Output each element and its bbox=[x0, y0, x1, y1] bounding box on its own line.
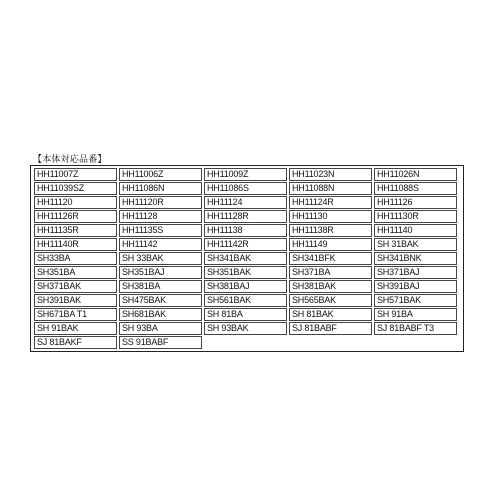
compatible-models-caption: 【本体対応品番】 bbox=[33, 154, 107, 164]
model-cell: SH391BAJ bbox=[374, 280, 457, 293]
model-cell: HH11130 bbox=[289, 210, 372, 223]
model-cell: SH 93BAK bbox=[204, 322, 287, 335]
model-cell: SH571BAK bbox=[374, 294, 457, 307]
model-cell: HH11142R bbox=[204, 238, 287, 251]
model-cell: SH 91BAK bbox=[34, 322, 117, 335]
model-cell: HH11140R bbox=[34, 238, 117, 251]
model-cell: HH11126 bbox=[374, 196, 457, 209]
model-cell: HH11138R bbox=[289, 224, 372, 237]
model-cell: SJ 81BABF bbox=[289, 322, 372, 335]
model-cell: SH381BA bbox=[119, 280, 202, 293]
model-cell: HH11138 bbox=[204, 224, 287, 237]
model-cell: SH 31BAK bbox=[374, 238, 457, 251]
model-cell: SH381BAK bbox=[289, 280, 372, 293]
model-cell: HH11142 bbox=[119, 238, 202, 251]
model-cell: SJ 81BABF T3 bbox=[374, 322, 457, 335]
model-cell: SH 81BAK bbox=[289, 308, 372, 321]
model-cell: SJ 81BAKF bbox=[34, 336, 117, 349]
model-cell: HH11006Z bbox=[119, 168, 202, 181]
model-cell: SH 33BAK bbox=[119, 252, 202, 265]
model-cell: SH341BAK bbox=[204, 252, 287, 265]
model-cell: SH341BFK bbox=[289, 252, 372, 265]
model-cell: HH11140 bbox=[374, 224, 457, 237]
model-cell: SH371BAJ bbox=[374, 266, 457, 279]
compatible-models-table bbox=[30, 165, 464, 352]
model-cell: HH11088N bbox=[289, 182, 372, 195]
model-cell: SH475BAK bbox=[119, 294, 202, 307]
model-cell: HH11026N bbox=[374, 168, 457, 181]
model-cell: HH11124R bbox=[289, 196, 372, 209]
model-cell: HH11023N bbox=[289, 168, 372, 181]
model-cell: HH11135R bbox=[34, 224, 117, 237]
model-cell: SH561BAK bbox=[204, 294, 287, 307]
model-cell: HH11088S bbox=[374, 182, 457, 195]
model-cell: HH11124 bbox=[204, 196, 287, 209]
model-cell: HH11149 bbox=[289, 238, 372, 251]
model-cell: SH351BA bbox=[34, 266, 117, 279]
model-cell: SH671BA T1 bbox=[34, 308, 117, 321]
model-cell: SH33BA bbox=[34, 252, 117, 265]
model-cell: SH 81BA bbox=[204, 308, 287, 321]
model-cell: HH11126R bbox=[34, 210, 117, 223]
model-cell: SH565BAK bbox=[289, 294, 372, 307]
model-cell: SS 91BABF bbox=[119, 336, 202, 349]
model-cell: HH11086S bbox=[204, 182, 287, 195]
model-cell: HH11039SZ bbox=[34, 182, 117, 195]
model-cell: SH371BA bbox=[289, 266, 372, 279]
model-cell: SH351BAK bbox=[204, 266, 287, 279]
model-cell: HH11135S bbox=[119, 224, 202, 237]
model-cell: HH11120 bbox=[34, 196, 117, 209]
model-cell: HH11009Z bbox=[204, 168, 287, 181]
model-cell: HH11128R bbox=[204, 210, 287, 223]
model-cell: HH11128 bbox=[119, 210, 202, 223]
model-cell: SH371BAK bbox=[34, 280, 117, 293]
model-cell: SH391BAK bbox=[34, 294, 117, 307]
model-cell: HH11086N bbox=[119, 182, 202, 195]
model-cell: SH381BAJ bbox=[204, 280, 287, 293]
model-grid bbox=[33, 167, 461, 349]
model-cell: SH681BAK bbox=[119, 308, 202, 321]
model-cell: SH351BAJ bbox=[119, 266, 202, 279]
model-cell: HH11007Z bbox=[34, 168, 117, 181]
model-cell: SH341BNK bbox=[374, 252, 457, 265]
compatible-models-sheet bbox=[30, 154, 464, 352]
model-cell: SH 93BA bbox=[119, 322, 202, 335]
model-cell: HH11130R bbox=[374, 210, 457, 223]
model-cell: SH 91BA bbox=[374, 308, 457, 321]
model-cell: HH11120R bbox=[119, 196, 202, 209]
